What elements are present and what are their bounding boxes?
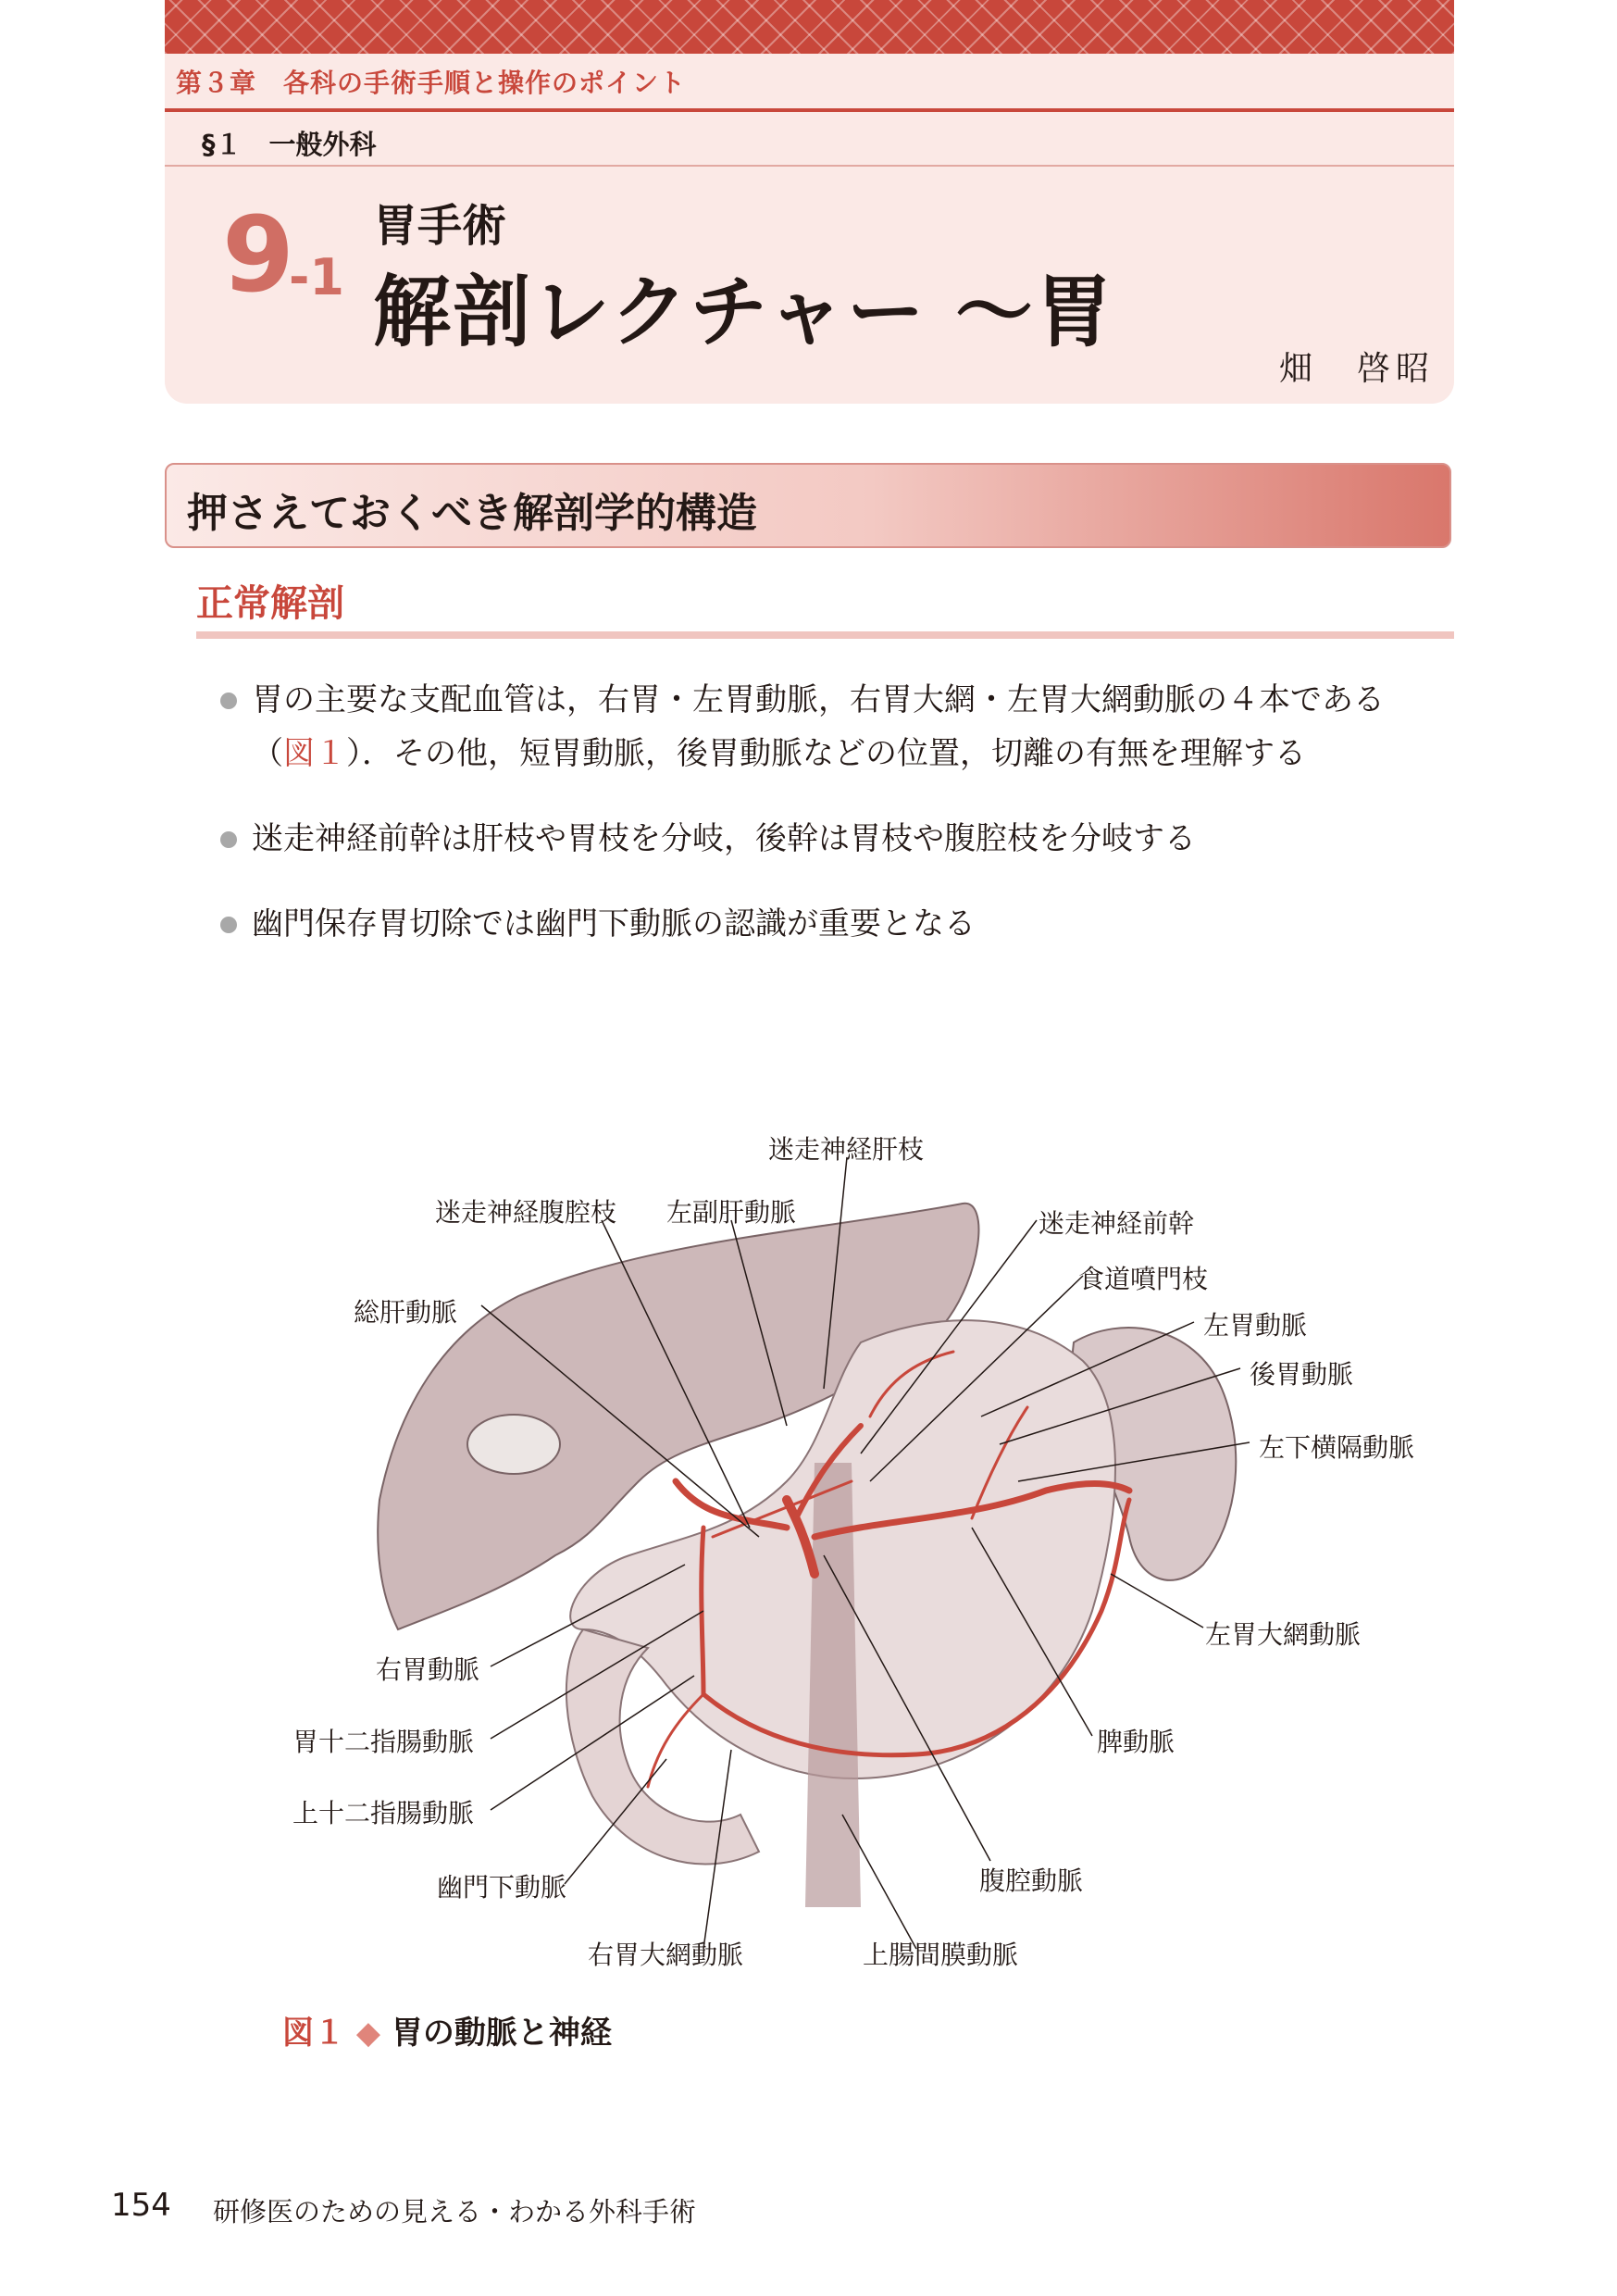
subsection-heading: 正常解剖	[196, 582, 344, 625]
caption-text: 胃の動脈と神経	[391, 2015, 612, 2052]
bullet-dot	[220, 693, 237, 709]
label-left-inferior-phrenic-artery: 左下横隔動脈	[1259, 1432, 1415, 1463]
subsection-rule	[196, 631, 1454, 639]
figure-caption	[282, 2007, 612, 2053]
label-left-gastroepiploic-artery: 左胃大網動脈	[1205, 1619, 1362, 1650]
header-pattern-band	[165, 0, 1454, 54]
bullet-2: 迷走神経前幹は肝枝や胃枝を分岐，後幹は胃枝や腹腔枝を分岐する	[252, 820, 1196, 857]
label-superior-mesenteric-artery: 上腸間膜動脈	[863, 1940, 1019, 1970]
section-heading: 押さえておくべき解剖学的構造	[187, 490, 757, 537]
figure-reference-link[interactable]: 図１	[283, 735, 346, 772]
stomach-anatomy-illustration	[0, 1092, 1617, 1981]
article-sub-number: -1	[289, 248, 344, 306]
bullet-dot	[220, 831, 237, 848]
label-posterior-gastric-artery: 後胃動脈	[1250, 1359, 1354, 1390]
gallbladder-shape	[467, 1415, 560, 1474]
label-vagus-hepatic-branch: 迷走神経肝枝	[768, 1134, 925, 1165]
label-right-gastroepiploic-artery: 右胃大網動脈	[588, 1940, 744, 1970]
label-infrapyloric-artery: 幽門下動脈	[437, 1872, 567, 1903]
label-left-gastric-artery: 左胃動脈	[1203, 1310, 1308, 1341]
author: 畑 啓昭	[1279, 350, 1436, 388]
label-right-gastric-artery: 右胃動脈	[376, 1654, 480, 1685]
bullet-1-line-2-text: ）．その他，短胃動脈，後胃動脈などの位置，切離の有無を理解する	[346, 735, 1306, 772]
label-supraduodenal-artery: 上十二指腸動脈	[292, 1798, 475, 1828]
bullet-1-line-2	[252, 727, 1306, 780]
label-vagus-celiac-branch: 迷走神経腹腔枝	[435, 1197, 617, 1228]
section-title: §１ 一般外科	[202, 129, 377, 160]
paren: （	[252, 735, 283, 772]
caption-number: 図１	[282, 2015, 345, 2052]
bullet-3: 幽門保存胃切除では幽門下動脈の認識が重要となる	[252, 905, 976, 942]
diamond-icon: ◆	[355, 2015, 380, 2052]
label-esophageal-cardiac-branch: 食道噴門枝	[1078, 1264, 1209, 1294]
label-celiac-artery: 腹腔動脈	[979, 1866, 1084, 1896]
bullet-1-line-1: 胃の主要な支配血管は，右胃・左胃動脈，右胃大網・左胃大網動脈の４本である	[252, 681, 1385, 718]
chapter-title: 第３章 各科の手術手順と操作のポイント	[176, 68, 687, 98]
label-vagus-anterior-trunk: 迷走神経前幹	[1039, 1208, 1195, 1239]
article-title: 解剖レクチャー ～胃	[373, 267, 1115, 357]
bullet-dot	[220, 917, 237, 933]
leader-line	[1111, 1574, 1203, 1628]
page-number: 154	[111, 2187, 171, 2224]
article-number: 9	[222, 195, 291, 316]
article-category: 胃手術	[373, 200, 507, 252]
book-title: 研修医のための見える・わかる外科手術	[213, 2196, 697, 2227]
label-gastroduodenal-artery: 胃十二指腸動脈	[292, 1727, 475, 1757]
label-common-hepatic-artery: 総肝動脈	[354, 1297, 458, 1328]
label-accessory-hepatic-artery: 左副肝動脈	[666, 1197, 797, 1228]
label-splenic-artery: 脾動脈	[1097, 1727, 1175, 1757]
